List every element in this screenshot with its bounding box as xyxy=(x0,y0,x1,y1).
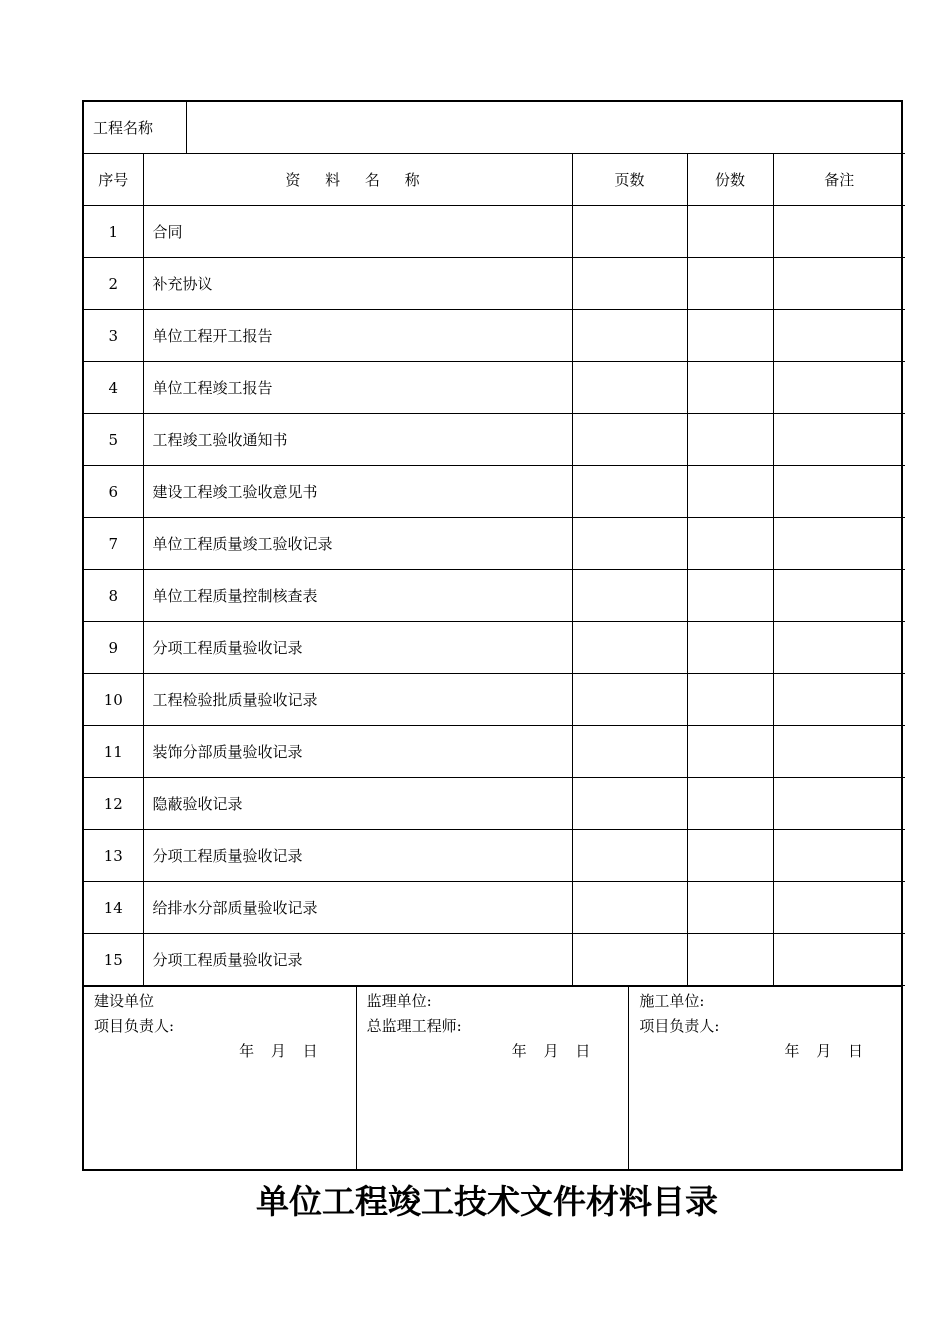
header-copies: 份数 xyxy=(687,154,773,206)
row-copies-cell[interactable] xyxy=(687,778,773,830)
row-remarks-cell[interactable] xyxy=(773,518,905,570)
supervisor-date-label: 年 月 日 xyxy=(511,1042,591,1060)
owner-signature-block xyxy=(84,987,356,1169)
row-doc-name: 单位工程质量竣工验收记录 xyxy=(143,518,572,570)
row-doc-name: 建设工程竣工验收意见书 xyxy=(143,466,572,518)
row-doc-name: 分项工程质量验收记录 xyxy=(143,934,572,986)
row-pages-cell[interactable] xyxy=(572,466,687,518)
row-number: 5 xyxy=(84,414,143,466)
row-number: 8 xyxy=(84,570,143,622)
table-row xyxy=(84,206,905,258)
row-remarks-cell[interactable] xyxy=(773,310,905,362)
row-doc-name: 补充协议 xyxy=(143,258,572,310)
row-number: 1 xyxy=(84,206,143,258)
row-copies-cell[interactable] xyxy=(687,570,773,622)
row-doc-name: 分项工程质量验收记录 xyxy=(143,622,572,674)
row-pages-cell[interactable] xyxy=(572,882,687,934)
contractor-person-label: 项目负责人: xyxy=(639,1017,720,1035)
project-name-label: 工程名称 xyxy=(84,102,186,154)
row-pages-cell[interactable] xyxy=(572,362,687,414)
row-pages-cell[interactable] xyxy=(572,622,687,674)
row-number: 11 xyxy=(84,726,143,778)
row-pages-cell[interactable] xyxy=(572,674,687,726)
table-row xyxy=(84,258,905,310)
row-doc-name: 分项工程质量验收记录 xyxy=(143,830,572,882)
row-remarks-cell[interactable] xyxy=(773,206,905,258)
document-title: 单位工程竣工技术文件材料目录 xyxy=(256,1182,718,1221)
row-number: 15 xyxy=(84,934,143,986)
row-pages-cell[interactable] xyxy=(572,414,687,466)
table-row xyxy=(84,674,905,726)
header-doc-name: 资 料 名 称 xyxy=(143,154,572,206)
rows-body xyxy=(84,206,905,986)
table-row xyxy=(84,414,905,466)
row-remarks-cell[interactable] xyxy=(773,726,905,778)
header-remarks: 备注 xyxy=(773,154,905,206)
contractor-date-label: 年 月 日 xyxy=(784,1042,864,1060)
table-row xyxy=(84,570,905,622)
header-seq: 序号 xyxy=(84,154,143,206)
row-remarks-cell[interactable] xyxy=(773,414,905,466)
owner-unit-label: 建设单位 xyxy=(94,992,155,1010)
row-remarks-cell[interactable] xyxy=(773,778,905,830)
row-copies-cell[interactable] xyxy=(687,622,773,674)
row-pages-cell[interactable] xyxy=(572,830,687,882)
table-row xyxy=(84,622,905,674)
row-copies-cell[interactable] xyxy=(687,206,773,258)
row-remarks-cell[interactable] xyxy=(773,362,905,414)
row-pages-cell[interactable] xyxy=(572,934,687,986)
owner-person-label: 项目负责人: xyxy=(94,1017,175,1035)
row-number: 7 xyxy=(84,518,143,570)
row-pages-cell[interactable] xyxy=(572,726,687,778)
table-row xyxy=(84,518,905,570)
header-pages: 页数 xyxy=(572,154,687,206)
row-remarks-cell[interactable] xyxy=(773,830,905,882)
row-remarks-cell[interactable] xyxy=(773,882,905,934)
contractor-signature-block xyxy=(628,987,901,1169)
row-number: 12 xyxy=(84,778,143,830)
row-number: 13 xyxy=(84,830,143,882)
supervisor-unit-label: 监理单位: xyxy=(366,992,432,1010)
table-row xyxy=(84,310,905,362)
row-number: 2 xyxy=(84,258,143,310)
project-name-row xyxy=(84,102,905,154)
row-copies-cell[interactable] xyxy=(687,414,773,466)
row-number: 9 xyxy=(84,622,143,674)
contractor-unit-label: 施工单位: xyxy=(639,992,705,1010)
row-doc-name: 单位工程质量控制核查表 xyxy=(143,570,572,622)
table-row xyxy=(84,362,905,414)
row-doc-name: 工程竣工验收通知书 xyxy=(143,414,572,466)
table-row xyxy=(84,934,905,986)
project-name-field[interactable] xyxy=(186,102,905,154)
row-remarks-cell[interactable] xyxy=(773,570,905,622)
row-pages-cell[interactable] xyxy=(572,518,687,570)
row-copies-cell[interactable] xyxy=(687,362,773,414)
row-remarks-cell[interactable] xyxy=(773,258,905,310)
row-pages-cell[interactable] xyxy=(572,206,687,258)
row-copies-cell[interactable] xyxy=(687,518,773,570)
row-copies-cell[interactable] xyxy=(687,934,773,986)
row-copies-cell[interactable] xyxy=(687,726,773,778)
row-pages-cell[interactable] xyxy=(572,778,687,830)
table-row xyxy=(84,882,905,934)
row-doc-name: 合同 xyxy=(143,206,572,258)
row-copies-cell[interactable] xyxy=(687,674,773,726)
row-copies-cell[interactable] xyxy=(687,830,773,882)
owner-date-label: 年 月 日 xyxy=(239,1042,318,1060)
row-doc-name: 装饰分部质量验收记录 xyxy=(143,726,572,778)
table-row xyxy=(84,778,905,830)
row-pages-cell[interactable] xyxy=(572,570,687,622)
row-number: 14 xyxy=(84,882,143,934)
row-doc-name: 工程检验批质量验收记录 xyxy=(143,674,572,726)
table-row xyxy=(84,726,905,778)
row-remarks-cell[interactable] xyxy=(773,466,905,518)
row-remarks-cell[interactable] xyxy=(773,934,905,986)
catalog-sheet xyxy=(82,100,903,1171)
row-remarks-cell[interactable] xyxy=(773,622,905,674)
row-remarks-cell[interactable] xyxy=(773,674,905,726)
signature-section xyxy=(84,986,901,1169)
table-row xyxy=(84,466,905,518)
row-copies-cell[interactable] xyxy=(687,882,773,934)
row-doc-name: 单位工程竣工报告 xyxy=(143,362,572,414)
row-pages-cell[interactable] xyxy=(572,310,687,362)
header-row xyxy=(84,154,905,206)
catalog-table xyxy=(84,102,905,986)
row-doc-name: 给排水分部质量验收记录 xyxy=(143,882,572,934)
row-copies-cell[interactable] xyxy=(687,466,773,518)
row-doc-name: 单位工程开工报告 xyxy=(143,310,572,362)
row-number: 4 xyxy=(84,362,143,414)
row-pages-cell[interactable] xyxy=(572,258,687,310)
row-copies-cell[interactable] xyxy=(687,258,773,310)
supervisor-person-label: 总监理工程师: xyxy=(366,1017,462,1035)
row-copies-cell[interactable] xyxy=(687,310,773,362)
row-number: 3 xyxy=(84,310,143,362)
row-doc-name: 隐蔽验收记录 xyxy=(143,778,572,830)
table-row xyxy=(84,830,905,882)
row-number: 6 xyxy=(84,466,143,518)
row-number: 10 xyxy=(84,674,143,726)
supervisor-signature-block xyxy=(356,987,629,1169)
